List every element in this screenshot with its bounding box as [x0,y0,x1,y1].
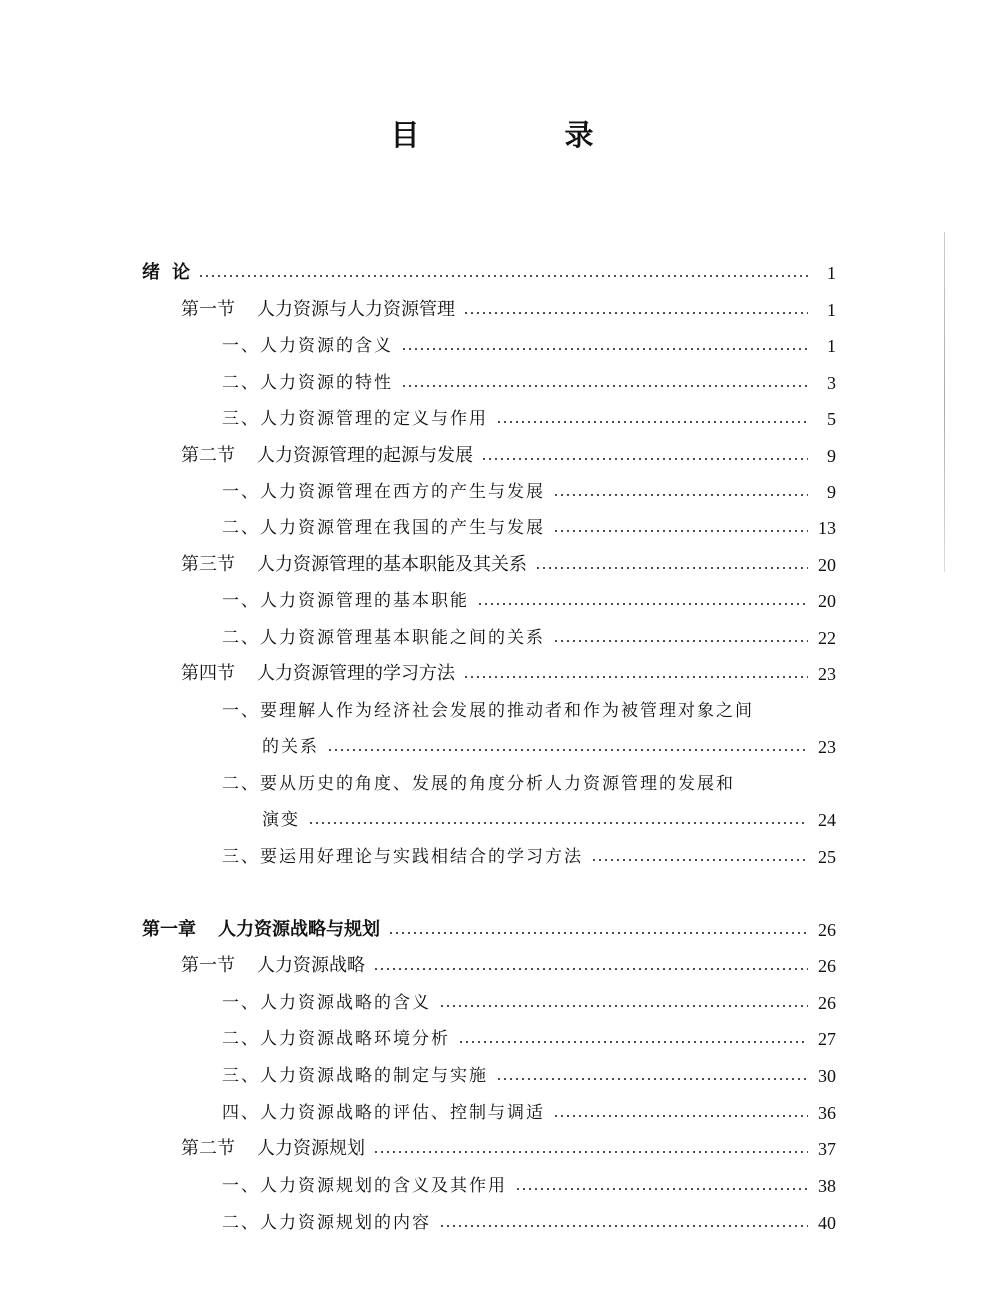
toc-page-number: 20 [818,591,836,611]
toc-page-number: 13 [818,518,836,538]
page-title: 目 录 [390,118,652,152]
toc-entry-title: 二、人力资源规划的内容 [222,1213,431,1233]
dot-leader [553,530,808,532]
toc-page-number: 3 [827,373,836,393]
toc-page-number: 5 [827,409,836,429]
dot-leader [373,968,808,970]
toc-entry-title: 三、要运用好理论与实践相结合的学习方法 [222,847,583,867]
toc-entry-title: 二、人力资源战略环境分析 [222,1029,450,1049]
toc-page-number: 25 [818,847,836,867]
dot-leader [591,859,808,861]
toc-entry[interactable] [222,696,836,726]
toc-entry[interactable] [222,842,836,872]
toc-entry[interactable] [181,441,836,471]
dot-leader [535,567,808,569]
toc-entry[interactable] [222,368,836,398]
toc-entry-number: 第二节 [181,1138,235,1159]
toc-entry[interactable] [181,550,836,580]
toc-entry-title: 人力资源战略 [257,955,365,976]
dot-leader [515,1188,808,1190]
dot-leader [198,275,808,277]
toc-entry-title: 人力资源与人力资源管理 [257,299,455,320]
dot-leader [553,640,808,642]
toc-entry-number: 第二节 [181,445,235,466]
toc-entry-number: 第一章 [142,919,196,940]
toc-entry-number: 第三节 [181,554,235,575]
dot-leader [373,1151,808,1153]
toc-page-number: 38 [818,1176,836,1196]
dot-leader [401,385,808,387]
toc-entry[interactable] [222,1208,836,1238]
toc-page-number: 9 [827,482,836,502]
toc-entry[interactable] [181,951,836,981]
toc-entry-title: 二、人力资源管理在我国的产生与发展 [222,518,545,538]
toc-entry-title: 的关系 [262,737,319,757]
toc-entry-title: 一、人力资源战略的含义 [222,993,431,1013]
toc-page-number: 1 [827,263,836,283]
toc-page-number: 37 [818,1139,836,1159]
toc-page-number: 26 [818,920,836,940]
toc-entry[interactable] [181,295,836,325]
toc-entry[interactable] [222,331,836,361]
toc-page-number: 22 [818,628,836,648]
toc-entry-title: 人力资源管理的基本职能及其关系 [257,554,527,575]
toc-entry-title: 一、人力资源的含义 [222,336,393,356]
toc-entry[interactable] [181,1134,836,1164]
toc-entry-title: 一、要理解人作为经济社会发展的推动者和作为被管理对象之间 [222,701,754,721]
toc-entry[interactable] [181,659,836,689]
toc-entry[interactable] [262,805,836,835]
dot-leader [463,676,808,678]
dot-leader [553,1115,808,1117]
toc-entry-title: 人力资源管理的起源与发展 [257,445,473,466]
dot-leader [458,1041,808,1043]
dot-leader [496,1078,808,1080]
toc-page-number: 26 [818,993,836,1013]
toc-entry-number: 第一节 [181,955,235,976]
toc-page-number: 23 [818,664,836,684]
toc-page-number: 26 [818,956,836,976]
toc-page-number: 36 [818,1103,836,1123]
toc-page-number: 23 [818,737,836,757]
dot-leader [496,421,808,423]
toc-entry[interactable] [262,732,836,762]
toc-entry-title: 人力资源规划 [257,1138,365,1159]
dot-leader [439,1005,808,1007]
toc-entry[interactable] [222,586,836,616]
toc-entry-number: 绪 [142,262,160,283]
toc-entry-title: 二、人力资源的特性 [222,373,393,393]
toc-page-number: 1 [827,300,836,320]
dot-leader [553,494,808,496]
toc-entry-number: 第四节 [181,663,235,684]
dot-leader [439,1225,808,1227]
toc-entry-title: 二、要从历史的角度、发展的角度分析人力资源管理的发展和 [222,774,735,794]
toc-entry[interactable] [222,1171,836,1201]
toc-entry[interactable] [222,513,836,543]
dot-leader [327,749,808,751]
toc-entry-title: 一、人力资源管理的基本职能 [222,591,469,611]
toc-entry-title: 三、人力资源管理的定义与作用 [222,409,488,429]
toc-page-number: 1 [827,336,836,356]
toc-entry[interactable] [222,1024,836,1054]
toc-entry[interactable] [222,623,836,653]
toc-entry-title: 论 [172,262,190,283]
toc-entry[interactable] [222,769,836,799]
toc-entry-title: 演变 [262,810,300,830]
dot-leader [481,458,808,460]
toc-entry-title: 人力资源管理的学习方法 [257,663,455,684]
toc-entry[interactable] [222,477,836,507]
toc-entry-title: 人力资源战略与规划 [218,919,380,940]
toc-page-number: 9 [827,446,836,466]
toc-entry[interactable] [222,988,836,1018]
toc-entry-title: 一、人力资源管理在西方的产生与发展 [222,482,545,502]
toc-entry[interactable] [142,258,836,288]
toc-entry-number: 第一节 [181,299,235,320]
toc-entry-title: 三、人力资源战略的制定与实施 [222,1066,488,1086]
toc-page-number: 20 [818,555,836,575]
toc-page-number: 30 [818,1066,836,1086]
toc-entry[interactable] [142,915,836,945]
dot-leader [463,312,808,314]
toc-page-number: 24 [818,810,836,830]
toc-entry[interactable] [222,1098,836,1128]
toc-page-number: 40 [818,1213,836,1233]
toc-entry-title: 二、人力资源管理基本职能之间的关系 [222,628,545,648]
dot-leader [388,932,808,934]
scan-edge-line [944,232,945,572]
dot-leader [308,822,808,824]
toc-entry-title: 一、人力资源规划的含义及其作用 [222,1176,507,1196]
toc-entry[interactable] [222,404,836,434]
toc-entry[interactable] [222,1061,836,1091]
toc-page-number: 27 [818,1029,836,1049]
toc-entry-title: 四、人力资源战略的评估、控制与调适 [222,1103,545,1123]
dot-leader [477,603,808,605]
dot-leader [401,348,808,350]
